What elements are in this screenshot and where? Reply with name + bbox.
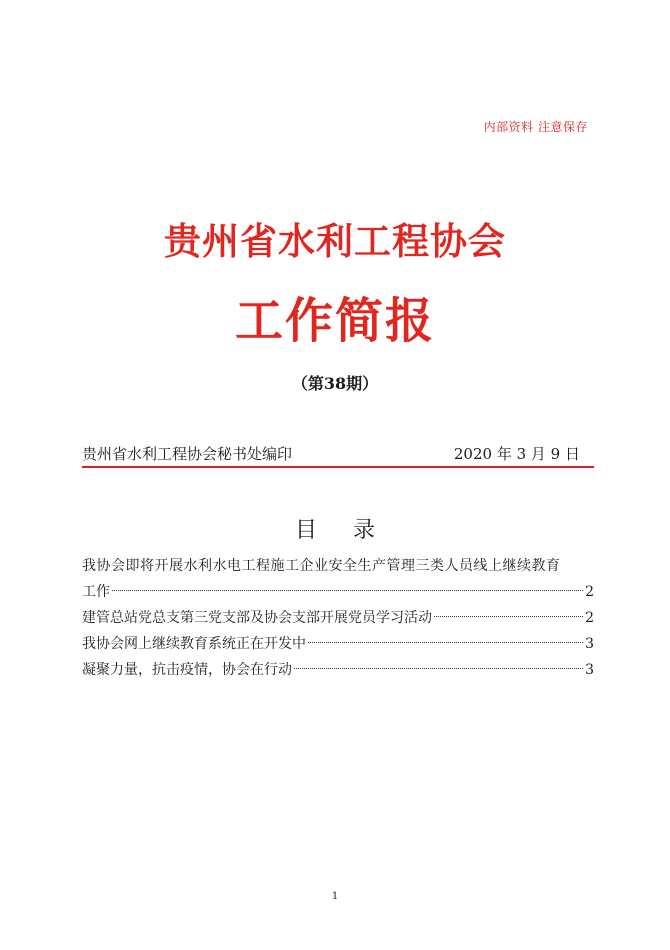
table-of-contents: [82, 553, 594, 683]
toc-page-number: 3: [585, 662, 594, 678]
organization-title: 贵州省水利工程协会: [164, 219, 506, 263]
masthead-divider: [82, 466, 594, 468]
toc-leader: [308, 642, 583, 643]
publisher: 贵州省水利工程协会秘书处编印: [82, 445, 293, 463]
toc-page-number: 3: [585, 636, 594, 652]
toc-entry-title-continued: 工作: [82, 584, 110, 600]
toc-entry-title: 我协会网上继续教育系统正在开发中: [82, 636, 306, 652]
page-number: 1: [331, 891, 339, 902]
toc-entry-title: 凝聚力量，抗击疫情，协会在行动: [82, 662, 292, 678]
publication-title: 工作简报: [234, 293, 435, 349]
toc-entry[interactable]: [82, 605, 594, 631]
toc-leader: [294, 668, 583, 669]
toc-entry[interactable]: [82, 553, 594, 605]
toc-page-number: 2: [585, 610, 594, 626]
issue-number: （第38期）: [291, 374, 379, 393]
toc-entry-title: 建管总站党总支第三党支部及协会支部开展党员学习活动: [82, 610, 432, 626]
classification-label: 内部资料 注意保存: [483, 120, 588, 134]
toc-leader: [434, 616, 583, 617]
publication-date: 2020 年 3 月 9 日: [453, 445, 580, 463]
masthead: [82, 443, 594, 465]
toc-entry[interactable]: [82, 631, 594, 657]
toc-entry-title: 我协会即将开展水利水电工程施工企业安全生产管理三类人员线上继续教育: [82, 558, 561, 574]
toc-entry[interactable]: [82, 657, 594, 683]
toc-heading: 目录: [294, 518, 411, 543]
toc-leader: [112, 590, 583, 591]
toc-page-number: 2: [585, 584, 594, 600]
